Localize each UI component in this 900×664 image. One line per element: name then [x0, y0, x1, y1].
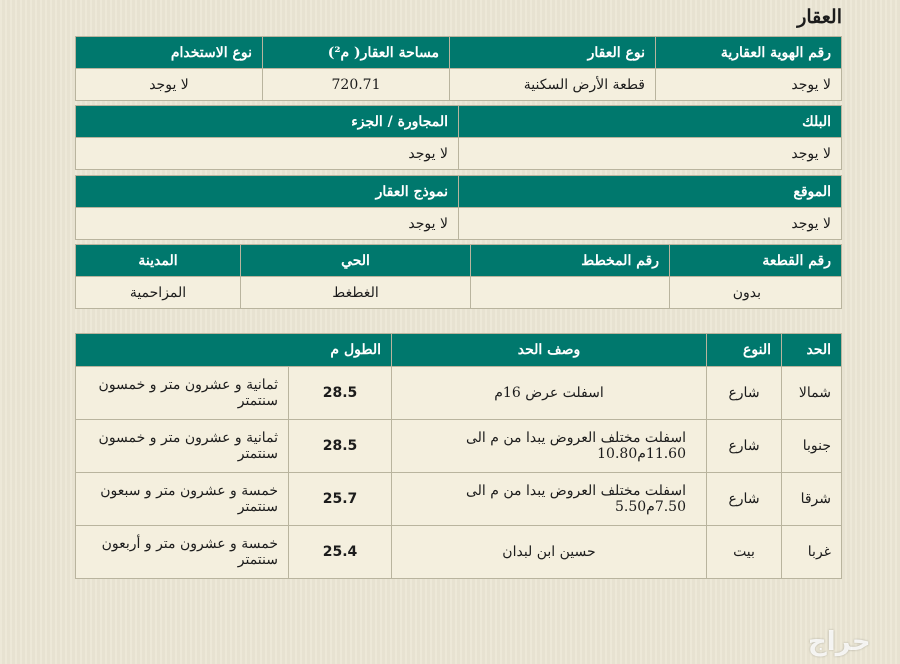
- property-info-table: [75, 36, 842, 101]
- section-title: العقار: [797, 6, 842, 28]
- value-property-model: لا يوجد: [76, 208, 459, 240]
- haraj-watermark-logo: حراج: [808, 627, 871, 657]
- boundary-length: 28.5: [289, 420, 392, 473]
- boundary-length: 28.5: [289, 367, 392, 420]
- header-length: الطول م: [76, 334, 392, 367]
- boundary-type: شارع: [707, 420, 782, 473]
- header-type: النوع: [707, 334, 782, 367]
- value-city: المزاحمية: [76, 277, 241, 309]
- value-district: الغطغط: [241, 277, 471, 309]
- table-row: [76, 473, 842, 526]
- boundary-description: اسفلت مختلف العروض يبدا من م الى 7.50م5.50: [392, 473, 707, 526]
- boundary-description: اسفلت مختلف العروض يبدا من م الى 11.60م10.80: [392, 420, 707, 473]
- table-row: [76, 367, 842, 420]
- boundary-length: 25.4: [289, 526, 392, 579]
- header-location: الموقع: [459, 176, 842, 208]
- value-property-id: لا يوجد: [656, 69, 842, 101]
- boundary-length-words: خمسة و عشرون متر و سبعون سنتمتر: [76, 473, 289, 526]
- plot-table: [75, 244, 842, 309]
- boundary-description: حسين ابن لبدان: [392, 526, 707, 579]
- boundary-type: شارع: [707, 367, 782, 420]
- value-plot-number: بدون: [670, 277, 842, 309]
- boundary-length-words: ثمانية و عشرون متر و خمسون سنتمتر: [76, 420, 289, 473]
- value-property-type: قطعة الأرض السكنية: [450, 69, 656, 101]
- header-property-id: رقم الهوية العقارية: [656, 37, 842, 69]
- header-plot-number: رقم القطعة: [670, 245, 842, 277]
- boundary-direction: غربا: [782, 526, 842, 579]
- table-row: [76, 526, 842, 579]
- boundary-direction: جنوبا: [782, 420, 842, 473]
- header-city: المدينة: [76, 245, 241, 277]
- block-table: [75, 105, 842, 170]
- boundary-length-words: ثمانية و عشرون متر و خمسون سنتمتر: [76, 367, 289, 420]
- boundary-length-words: خمسة و عشرون متر و أربعون سنتمتر: [76, 526, 289, 579]
- boundary-description: اسفلت عرض 16م: [392, 367, 707, 420]
- boundary-direction: شمالا: [782, 367, 842, 420]
- boundaries-table: [75, 333, 842, 579]
- boundary-length: 25.7: [289, 473, 392, 526]
- value-location: لا يوجد: [459, 208, 842, 240]
- header-neighborhood-part: المجاورة / الجزء: [76, 106, 459, 138]
- header-description: وصف الحد: [392, 334, 707, 367]
- header-property-type: نوع العقار: [450, 37, 656, 69]
- header-plan-number: رقم المخطط: [471, 245, 670, 277]
- header-boundary: الحد: [782, 334, 842, 367]
- boundary-direction: شرقا: [782, 473, 842, 526]
- header-property-model: نموذج العقار: [76, 176, 459, 208]
- table-row: [76, 420, 842, 473]
- value-plan-number: [471, 277, 670, 309]
- header-usage-type: نوع الاستخدام: [76, 37, 263, 69]
- boundary-type: شارع: [707, 473, 782, 526]
- header-property-area: مساحة العقار( م²): [263, 37, 450, 69]
- value-usage-type: لا يوجد: [76, 69, 263, 101]
- header-district: الحي: [241, 245, 471, 277]
- value-block: لا يوجد: [459, 138, 842, 170]
- location-table: [75, 175, 842, 240]
- value-property-area: 720.71: [263, 69, 450, 101]
- header-block: البلك: [459, 106, 842, 138]
- value-neighborhood-part: لا يوجد: [76, 138, 459, 170]
- boundary-type: بيت: [707, 526, 782, 579]
